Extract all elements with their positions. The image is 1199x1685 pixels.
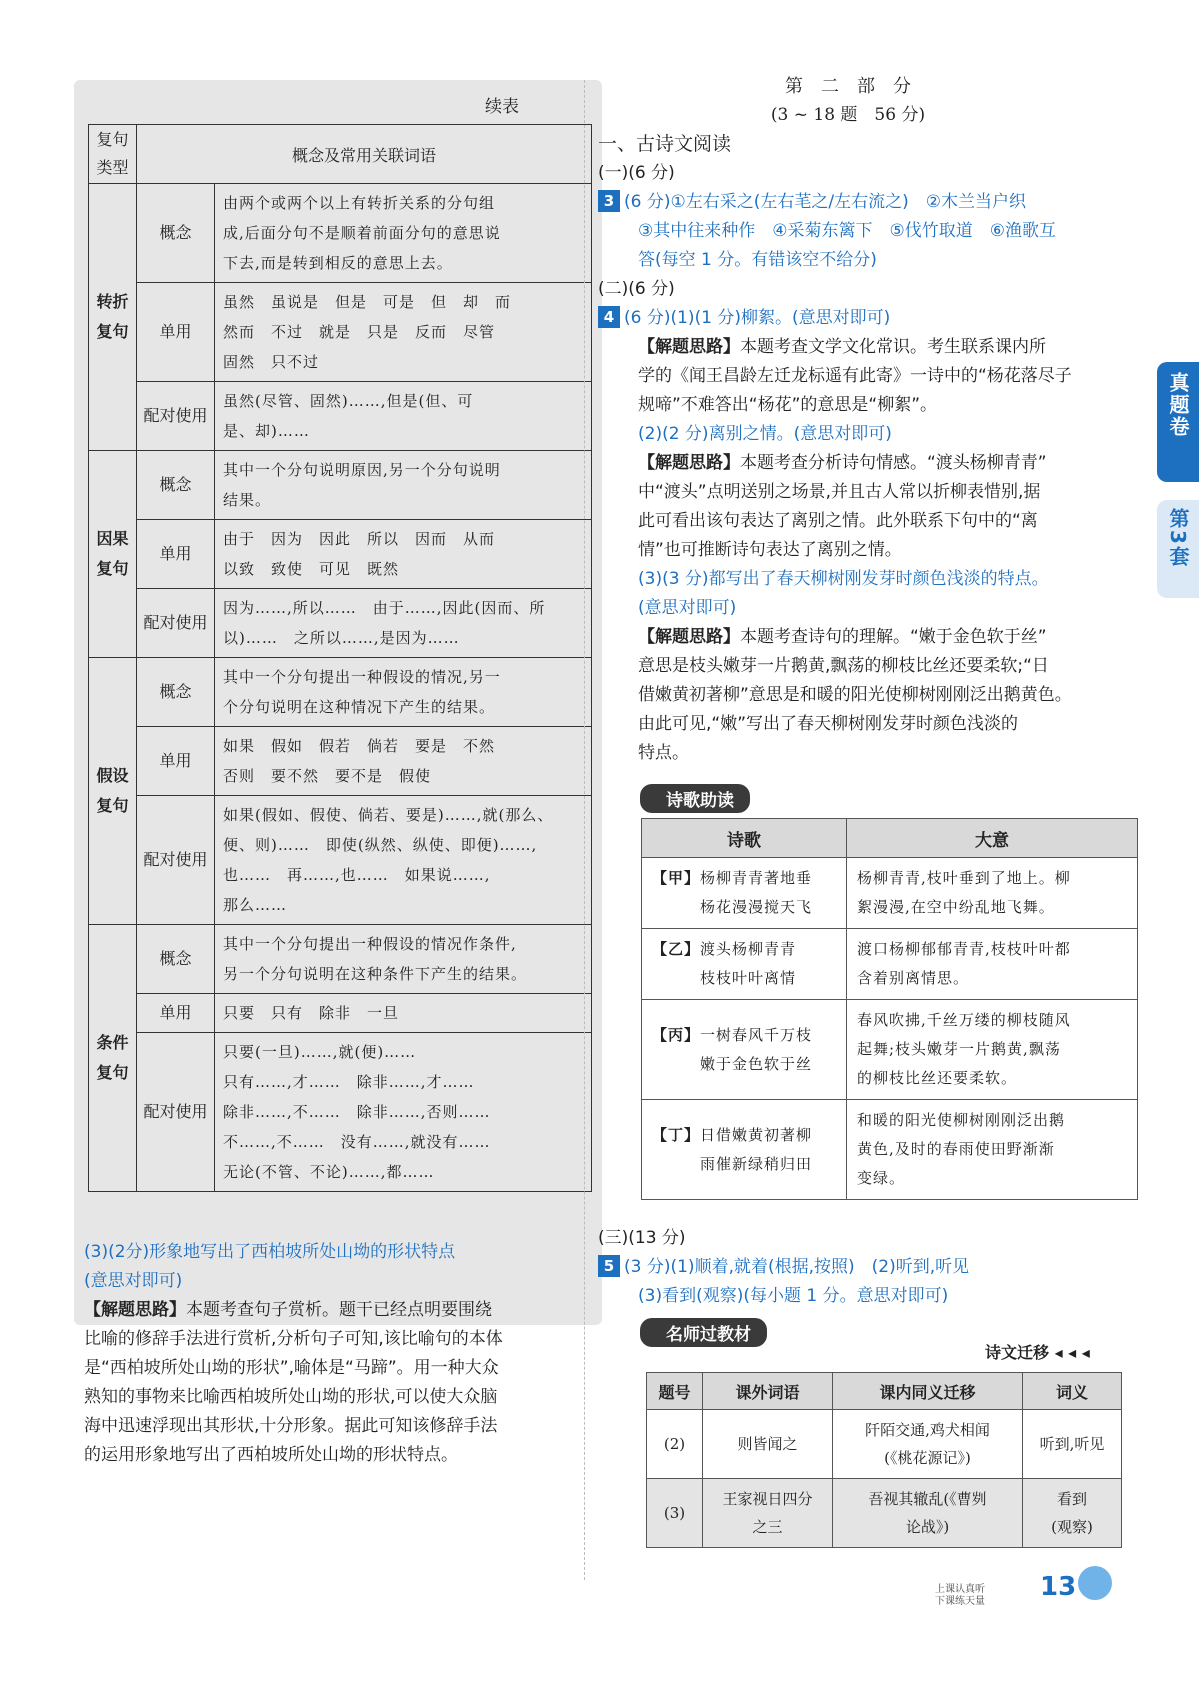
table-row — [89, 283, 592, 382]
subcategory-cell: 单用 — [137, 520, 215, 589]
content-cell: 虽然 虽说是 但是 可是 但 却 而 然而 不过 就是 只是 反而 尽管 固然 只不过 — [215, 283, 592, 382]
part-title: 第 二 部 分 (3 ~ 18 题 56 分) — [770, 76, 926, 125]
right-content-2: (三)(13 分) 5 (3 分)(1)顺着,就着(根据,按照) (2)听到,听见 (3)看到(观察)(每小题 1 分。意思对即可) — [598, 1228, 970, 1306]
col-meaning: 词义 — [1023, 1373, 1122, 1410]
table-row: (2) 则皆闻之 阡陌交通,鸡犬相闻 (《桃花源记》) 听到,听见 — [647, 1410, 1122, 1479]
table-row — [89, 994, 592, 1033]
table-row — [89, 382, 592, 451]
teacher-banner: 名师过教材 — [640, 1318, 767, 1347]
transfer-label: 诗文迁移 ◂ ◂ ◂ — [985, 1343, 1090, 1362]
poem-table — [641, 818, 1138, 1200]
word-transfer-table — [646, 1372, 1122, 1548]
category-cell: 因果复句 — [89, 451, 137, 658]
content-cell: 虽然(尽管、固然)……,但是(但、可 是、却)…… — [215, 382, 592, 451]
subcategory-cell: 概念 — [137, 184, 215, 283]
subcategory-cell: 单用 — [137, 994, 215, 1033]
poem-row: 【丙】一树春风千万枝 嫩于金色软于丝 春风吹拂,千丝万缕的柳枝随风 起舞;枝头嫩芽一片鹅黄,飘荡 的柳枝比丝还要柔软。 — [642, 1000, 1138, 1100]
table-header-concept: 概念及常用关联词语 — [137, 125, 592, 184]
table-row — [89, 925, 592, 994]
column-divider — [584, 80, 585, 1580]
right-content-1: 一、古诗文阅读 (一)(6 分) 3 (6 分)①左右采之(左右芼之/左右流之) ②木兰当户织 ③其中往来种作 ④采菊东篱下 ⑤伐竹取道 ⑥渔歌互 答(每空 1 分。有错该空不给分) (二)(6 分) 4 (6 分)(1)(1 分)柳絮。(意思对即可) 【解题思路】本题考查文学文化常识。考生联系课内所 学的《闻王昌龄左迁龙标遥有此寄》一诗中的“杨花落尽子 规啼”不难答出“杨花”的意思是“柳絮”。 (2)(2 分)离别之情。(意思对即可) 【解题思路】本题考查分析诗句情感。“渡头杨柳青青” 中“渡头”点明送别之场景,并且古人常以折柳表惜别,据 此可看出该句表达了离别之情。此外联系下句中的“离 情”也可推断诗句表达了离别之情。 (3)(3 分)都写出了春天柳树刚发芽时颜色浅淡的特点。 (意思对即可) 【解题思路】本题考查诗句的理解。“嫩于金色软于丝” 意思是枝头嫩芽一片鹅黄,飘荡的柳枝比丝还要柔软;“日 借嫩黄初著柳”意思是和暖的阳光使柳树刚刚泛出鹅黄色。 由此可见,“嫩”写出了春天柳树刚发芽时颜色浅淡的 特点。 — [598, 130, 1138, 768]
subcategory-cell: 概念 — [137, 451, 215, 520]
subcategory-cell: 配对使用 — [137, 1033, 215, 1192]
poem-row: 【甲】杨柳青青著地垂 杨花漫漫搅天飞 杨柳青青,枝叶垂到了地上。柳 絮漫漫,在空中纷乱地飞舞。 — [642, 858, 1138, 929]
continued-label: 续表 — [485, 97, 519, 117]
poem-row: 【乙】渡头杨柳青青 枝枝叶叶离情 渡口杨柳郁郁青青,枝枝叶叶都 含着别离情思。 — [642, 929, 1138, 1000]
content-cell: 如果 假如 假若 倘若 要是 不然 否则 要不然 要不是 假使 — [215, 727, 592, 796]
table-row — [89, 796, 592, 925]
table-row: (3) 王家视日四分 之三 吾视其辙乱(《曹刿 论战》) 看到 (观察) — [647, 1479, 1122, 1548]
subcategory-cell: 配对使用 — [137, 382, 215, 451]
subcategory-cell: 概念 — [137, 658, 215, 727]
tab-real-exam[interactable]: 真题卷 — [1157, 362, 1199, 482]
content-cell: 其中一个分句提出一种假设的情况,另一 个分句说明在这种情况下产生的结果。 — [215, 658, 592, 727]
poem-row: 【丁】日借嫩黄初著柳 雨催新绿稍归田 和暖的阳光使柳树刚刚泛出鹅 黄色,及时的春雨使田野渐渐 变绿。 — [642, 1100, 1138, 1200]
category-cell: 转折复句 — [89, 184, 137, 451]
col-extra-words: 课外词语 — [703, 1373, 833, 1410]
meaning-header: 大意 — [847, 819, 1138, 858]
section-title: 一、古诗文阅读 — [598, 133, 732, 155]
content-cell: 只要(一旦)……,就(便)…… 只有……,才…… 除非……,才…… 除非……,不…… 除非……,否则…… 不……,不…… 没有……,就没有…… 无论(不管、不论)……,都…… — [215, 1033, 592, 1192]
subcategory-cell: 单用 — [137, 283, 215, 382]
table-header-type: 复句类型 — [89, 125, 137, 184]
poem-guide-banner: 诗歌助读 — [640, 784, 750, 813]
q3-answer: (3)(2分)形象地写出了西柏坡所处山坳的形状特点 (意思对即可) 【解题思路】本题考查句子赏析。题干已经点明要围绕 比喻的修辞手法进行赏析,分析句子可知,该比喻句的本体 是“西柏坡所处山坳的形状”,喻体是“马蹄”。用一种大众 熟知的事物来比喻西柏坡所处山坳的形状,可以使大众脑 海中迅速浮现出其形状,十分形象。据此可知该修辞手法 的运用形象地写出了西柏坡所处山坳的形状特点。 — [84, 1242, 503, 1465]
content-cell: 如果(假如、假使、倘若、要是)……,就(那么、 便、则)…… 即使(纵然、纵使、即便)……, 也…… 再……,也…… 如果说……, 那么…… — [215, 796, 592, 925]
content-cell: 由两个或两个以上有转折关系的分句组 成,后面分句不是顺着前面分句的意思说 下去,而是转到相反的意思上去。 — [215, 184, 592, 283]
page-number: 13 — [1040, 1572, 1077, 1602]
table-row — [89, 520, 592, 589]
star-mascot-icon — [1078, 1566, 1112, 1600]
footer-slogan: 上课认真听 下课练天量 — [935, 1584, 985, 1607]
table-row — [89, 658, 592, 727]
content-cell: 其中一个分句说明原因,另一个分句说明 结果。 — [215, 451, 592, 520]
poem-header: 诗歌 — [642, 819, 847, 858]
subcategory-cell: 单用 — [137, 727, 215, 796]
content-cell: 只要 只有 除非 一旦 — [215, 994, 592, 1033]
content-cell: 由于 因为 因此 所以 因而 从而 以致 致使 可见 既然 — [215, 520, 592, 589]
category-cell: 假设复句 — [89, 658, 137, 925]
subcategory-cell: 概念 — [137, 925, 215, 994]
table-row — [89, 589, 592, 658]
col-in-class: 课内同义迁移 — [833, 1373, 1023, 1410]
complex-sentence-table — [88, 124, 592, 1192]
table-row — [89, 727, 592, 796]
table-row — [89, 451, 592, 520]
table-row — [89, 184, 592, 283]
category-cell: 条件复句 — [89, 925, 137, 1192]
content-cell: 其中一个分句提出一种假设的情况作条件, 另一个分句说明在这种条件下产生的结果。 — [215, 925, 592, 994]
col-number: 题号 — [647, 1373, 703, 1410]
content-cell: 因为……,所以…… 由于……,因此(因而、所 以)…… 之所以……,是因为…… — [215, 589, 592, 658]
subcategory-cell: 配对使用 — [137, 796, 215, 925]
table-row — [89, 1033, 592, 1192]
tab-set-3[interactable]: 第3套 — [1157, 500, 1199, 598]
subcategory-cell: 配对使用 — [137, 589, 215, 658]
